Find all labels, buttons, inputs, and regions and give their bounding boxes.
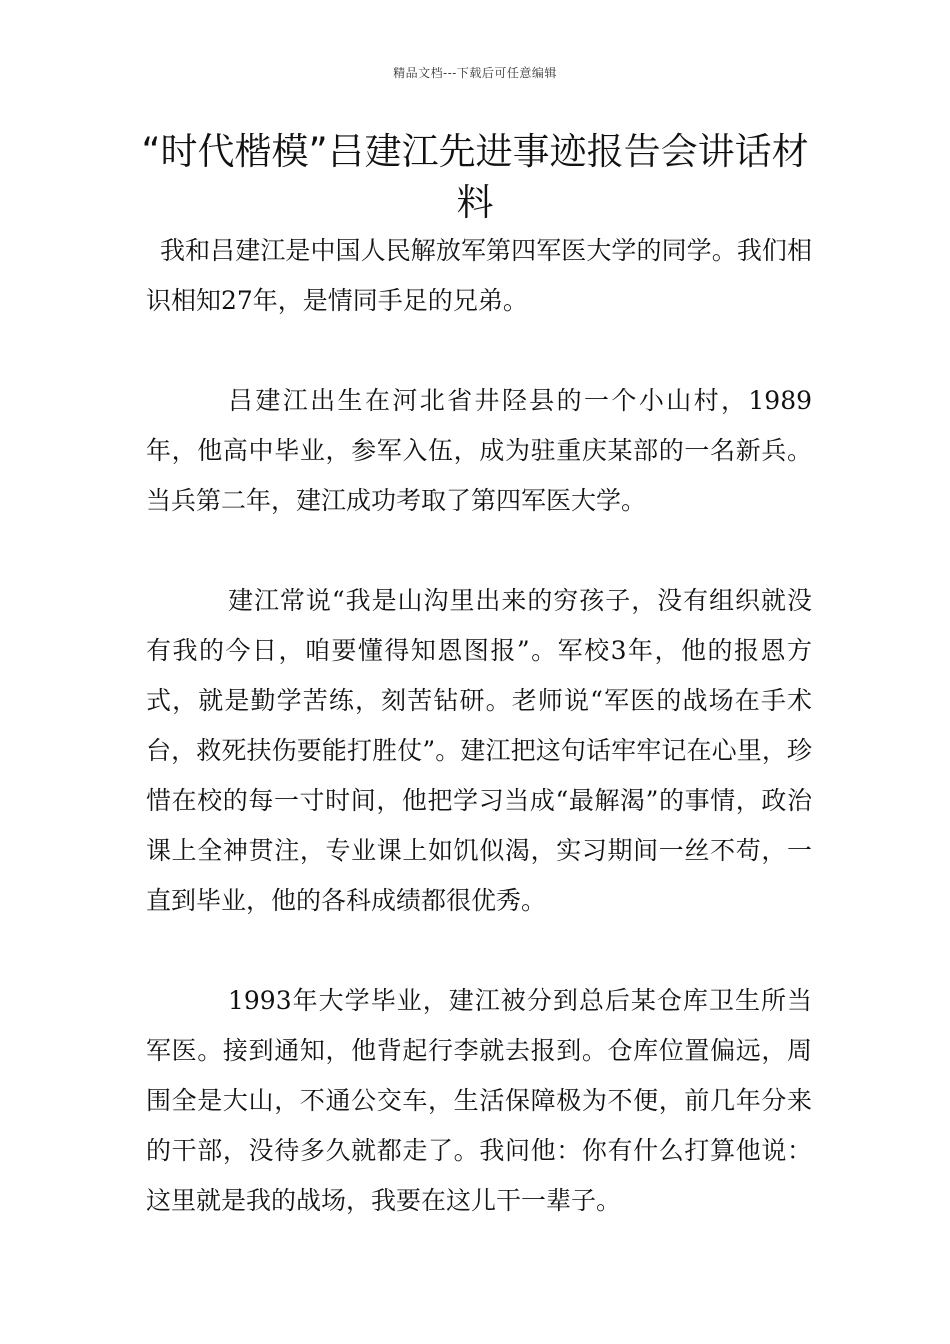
header-note: 精品文档---下载后可任意编辑 xyxy=(393,66,557,80)
document-title: “时代楷模”吕建江先进事迹报告会讲话材料 xyxy=(141,130,809,224)
paragraph-3: 建江常说“我是山沟里出来的穷孩子，没有组织就没有我的今日，咱要懂得知恩图报”。军校3年，他的报恩方式，就是勤学苦练，刻苦钻研。老师说“军医的战场在手术台，救死扶伤要能打胜仗”。建江把这句话牢牢记在心里，珍惜在校的每一寸时间，他把学习当成“最解渴”的事情，政治课上全神贯注，专业课上如饥似渴，实习期间一丝不苟，一直到毕业，他的各科成绩都很优秀。 xyxy=(146,586,812,915)
paragraph-4: 1993年大学毕业，建江被分到总后某仓库卫生所当军医。接到通知，他背起行李就去报到。仓库位置偏远，周围全是大山，不通公交车，生活保障极为不便，前几年分来的干部，没待多久就都走了。我问他：你有什么打算他说：这里就是我的战场，我要在这儿干一辈子。 xyxy=(146,986,812,1215)
paragraph-1: 我和吕建江是中国人民解放军第四军医大学的同学。我们相识相知27年，是情同手足的兄弟。 xyxy=(146,236,812,315)
paragraph-2: 吕建江出生在河北省井陉县的一个小山村，1989年，他高中毕业，参军入伍，成为驻重庆某部的一名新兵。当兵第二年，建江成功考取了第四军医大学。 xyxy=(146,386,812,515)
document-body xyxy=(146,226,812,1276)
